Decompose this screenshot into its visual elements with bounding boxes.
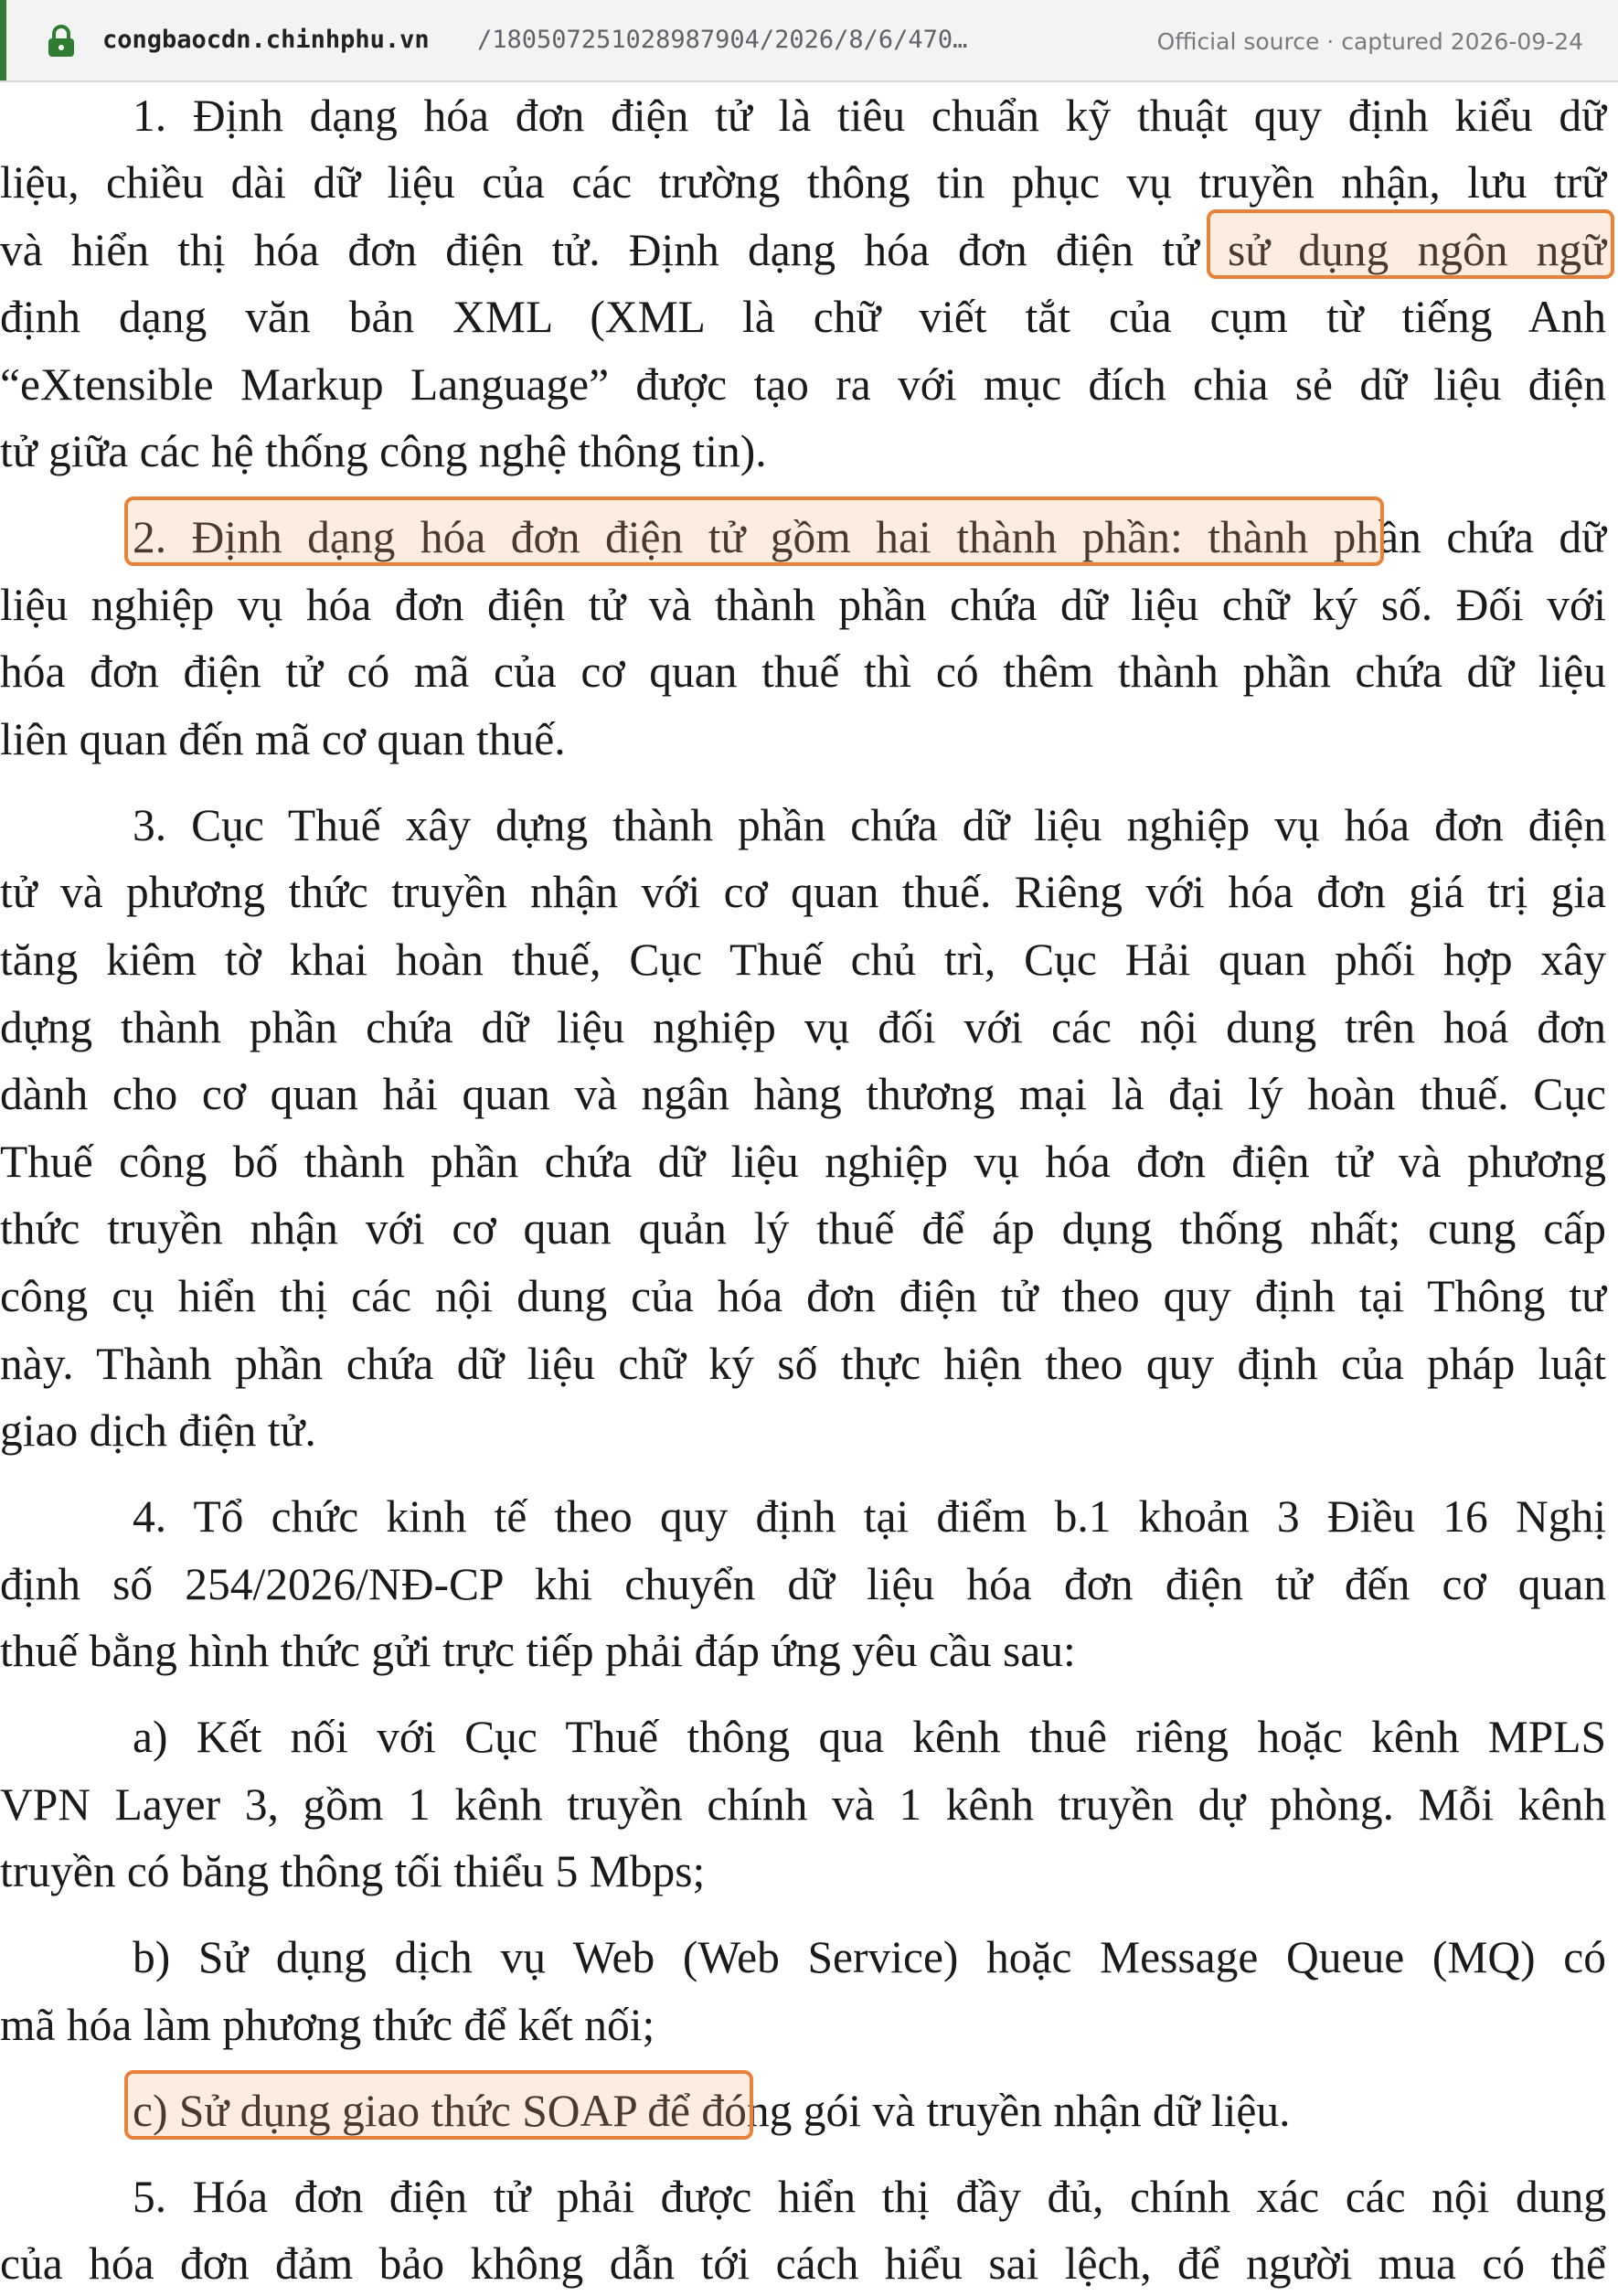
highlight-box-xml-language xyxy=(1207,209,1614,279)
highlight-box-soap-protocol xyxy=(124,2070,753,2140)
text-line: a) Kết nối với Cục Thuế thông qua kênh thuê riêng hoặc kênh MPLS xyxy=(133,1712,1606,1762)
text-line: giao dịch điện tử. xyxy=(0,1405,316,1456)
text-line: định số 254/2026/NĐ-CP khi chuyển dữ liệu hóa đơn điện tử đến cơ quan xyxy=(0,1559,1606,1609)
text-line: 5. Hóa đơn điện tử phải được hiển thị đầy đủ, chính xác các nội dung xyxy=(133,2172,1606,2222)
text-line: 3. Cục Thuế xây dựng thành phần chứa dữ liệu nghiệp vụ hóa đơn điện xyxy=(133,800,1606,850)
text-line: 2. Định dạng hóa đơn điện tử gồm hai thành phần: thành phần chứa dữ xyxy=(133,512,1606,562)
text-line: tử và phương thức truyền nhận với cơ quan thuế. Riêng với hóa đơn giá trị gia xyxy=(0,867,1606,917)
text-line: dành cho cơ quan hải quan và ngân hàng thương mại là đại lý hoàn thuế. Cục xyxy=(0,1069,1606,1119)
text-line: định dạng văn bản XML (XML là chữ viết tắt của cụm từ tiếng Anh xyxy=(0,292,1606,342)
text-line: của hóa đơn đảm bảo không dẫn tới cách hiểu sai lệch, để người mua có thể xyxy=(0,2238,1606,2289)
text-line: b) Sử dụng dịch vụ Web (Web Service) hoặc Message Queue (MQ) có xyxy=(133,1932,1606,1982)
text-line: hóa đơn điện tử có mã của cơ quan thuế thì có thêm thành phần chứa dữ liệu xyxy=(0,646,1606,697)
text-line: tăng kiêm tờ khai hoàn thuế, Cục Thuế chủ trì, Cục Hải quan phối hợp xây xyxy=(0,934,1606,985)
text-line: này. Thành phần chứa dữ liệu chữ ký số thực hiện theo quy định của pháp luật xyxy=(0,1339,1606,1389)
text-line: truyền có băng thông tối thiểu 5 Mbps; xyxy=(0,1846,706,1896)
text-line: Thuế công bố thành phần chứa dữ liệu nghiệp vụ hóa đơn điện tử và phương xyxy=(0,1137,1606,1187)
highlight-box-two-components xyxy=(124,497,1384,566)
address-bar[interactable] xyxy=(0,0,1618,82)
text-line: thức truyền nhận với cơ quan quản lý thuế để áp dụng thống nhất; cung cấp xyxy=(0,1203,1606,1254)
text-line: dựng thành phần chứa dữ liệu nghiệp vụ đối với các nội dung trên hoá đơn xyxy=(0,1002,1606,1052)
text-line: liệu nghiệp vụ hóa đơn điện tử và thành phần chứa dữ liệu chữ ký số. Đối với xyxy=(0,580,1606,630)
source-caption: Official source · captured 2026-09-24 xyxy=(1156,28,1583,55)
text-line: c) Sử dụng giao thức SOAP để đóng gói và truyền nhận dữ liệu. xyxy=(133,2086,1291,2136)
url-domain[interactable]: congbaocdn.chinhphu.vn xyxy=(102,26,430,54)
text-line: 1. Định dạng hóa đơn điện tử là tiêu chuẩn kỹ thuật quy định kiểu dữ xyxy=(133,91,1606,141)
text-line: tử giữa các hệ thống công nghệ thông tin). xyxy=(0,426,767,476)
secure-accent-bar xyxy=(0,0,6,80)
text-line: mã hóa làm phương thức để kết nối; xyxy=(0,2000,655,2050)
lock-icon[interactable] xyxy=(46,25,77,58)
text-line: thuế bằng hình thức gửi trực tiếp phải đáp ứng yêu cầu sau: xyxy=(0,1626,1076,1676)
text-line: liệu, chiều dài dữ liệu của các trường thông tin phục vụ truyền nhận, lưu trữ xyxy=(0,157,1606,208)
text-line: 4. Tổ chức kinh tế theo quy định tại điểm b.1 khoản 3 Điều 16 Nghị xyxy=(133,1491,1606,1542)
text-line: “eXtensible Markup Language” được tạo ra với mục đích chia sẻ dữ liệu điện xyxy=(0,359,1606,410)
text-line: VPN Layer 3, gồm 1 kênh truyền chính và 1 kênh truyền dự phòng. Mỗi kênh xyxy=(0,1779,1606,1830)
url-path[interactable]: /180507251028987904/2026/8/6/470… xyxy=(477,26,968,54)
text-line: liên quan đến mã cơ quan thuế. xyxy=(0,714,566,764)
text-line: công cụ hiển thị các nội dung của hóa đơn điện tử theo quy định tại Thông tư xyxy=(0,1271,1606,1321)
text-line: và hiển thị hóa đơn điện tử. Định dạng hóa đơn điện tử sử dụng ngôn ngữ xyxy=(0,225,1606,275)
